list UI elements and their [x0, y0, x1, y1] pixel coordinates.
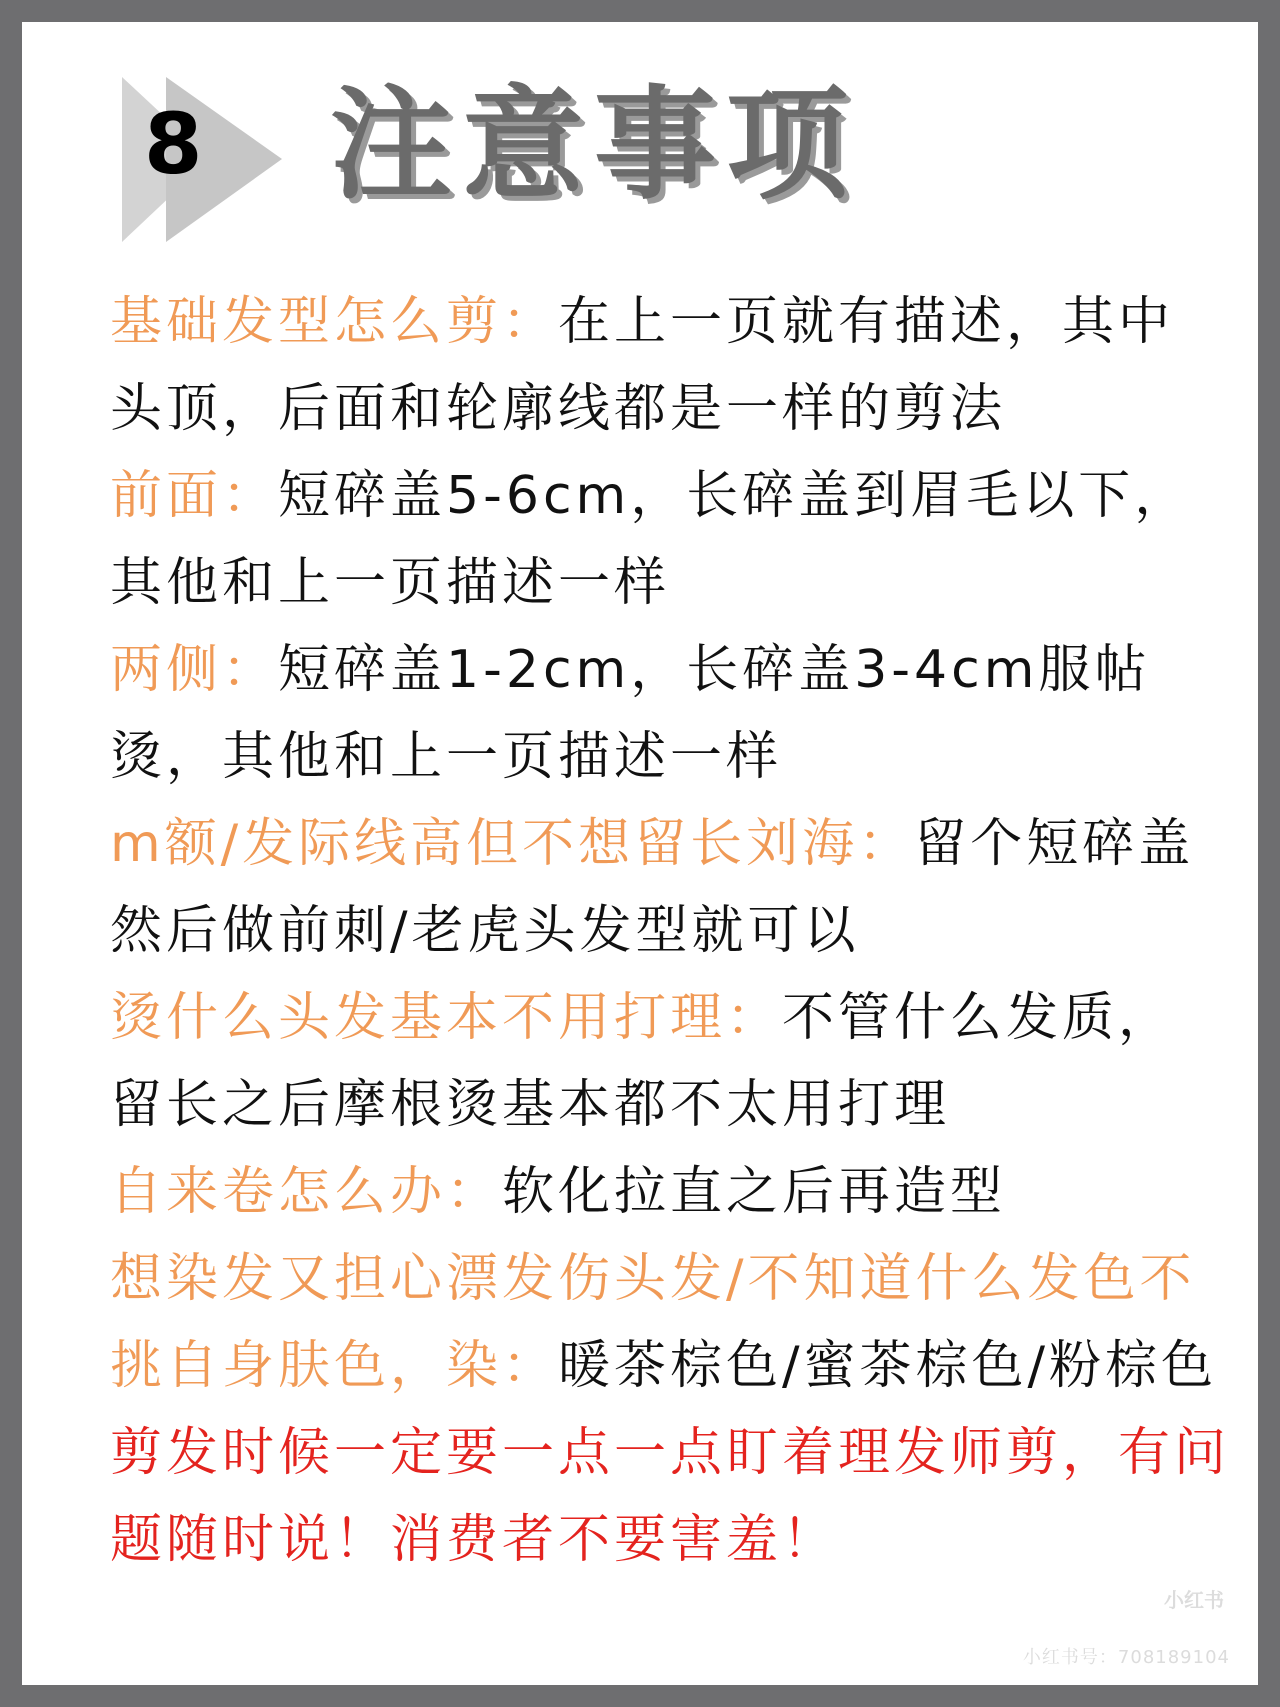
item-label: 基础发型怎么剪：: [110, 292, 559, 352]
item-text: 留个短碎盖然后做前刺/老虎头发型就可以: [110, 814, 1195, 961]
tips-list: [110, 279, 1230, 1584]
item-label: 想染发又担心漂发伤头发/不知道什么发色不挑自身肤色，染：: [110, 1249, 1196, 1396]
list-item: [110, 279, 1230, 453]
item-label: 自来卷怎么办：: [110, 1162, 503, 1222]
item-text: 暖茶棕色/蜜茶棕色/粉棕色: [558, 1336, 1218, 1396]
warning-text: 剪发时候一定要一点一点盯着理发师剪，有问题随时说！消费者不要害羞！: [110, 1423, 1231, 1570]
item-label: 两侧：: [110, 640, 279, 700]
list-item: [110, 453, 1230, 627]
watermark-logo: 小红书: [1164, 1588, 1224, 1612]
page-title: 注意事项: [330, 74, 858, 216]
section-number: 8: [144, 95, 203, 193]
item-text: 软化拉直之后再造型: [502, 1162, 1007, 1222]
item-text: 在上一页就有描述，其中头顶，后面和轮廓线都是一样的剪法: [110, 292, 1175, 439]
list-item: [110, 975, 1230, 1149]
item-text: 短碎盖5-6cm，长碎盖到眉毛以下，其他和上一页描述一样: [110, 466, 1191, 613]
watermark-id: 小红书号：708189104: [1022, 1647, 1230, 1668]
fast-forward-arrow-icon: [110, 57, 310, 242]
list-item: [110, 627, 1230, 801]
item-label: 前面：: [110, 466, 279, 526]
item-label: 烫什么头发基本不用打理：: [110, 988, 783, 1048]
list-item: [110, 1236, 1230, 1410]
list-item: [110, 801, 1230, 975]
item-text: 不管什么发质，留长之后摩根烫基本都不太用打理: [110, 988, 1175, 1135]
list-item: [110, 1149, 1230, 1236]
item-label: m额/发际线高但不想留长刘海：: [110, 814, 915, 874]
item-text: 短碎盖1-2cm，长碎盖3-4cm服帖烫，其他和上一页描述一样: [110, 640, 1151, 787]
note-card: [22, 22, 1258, 1685]
